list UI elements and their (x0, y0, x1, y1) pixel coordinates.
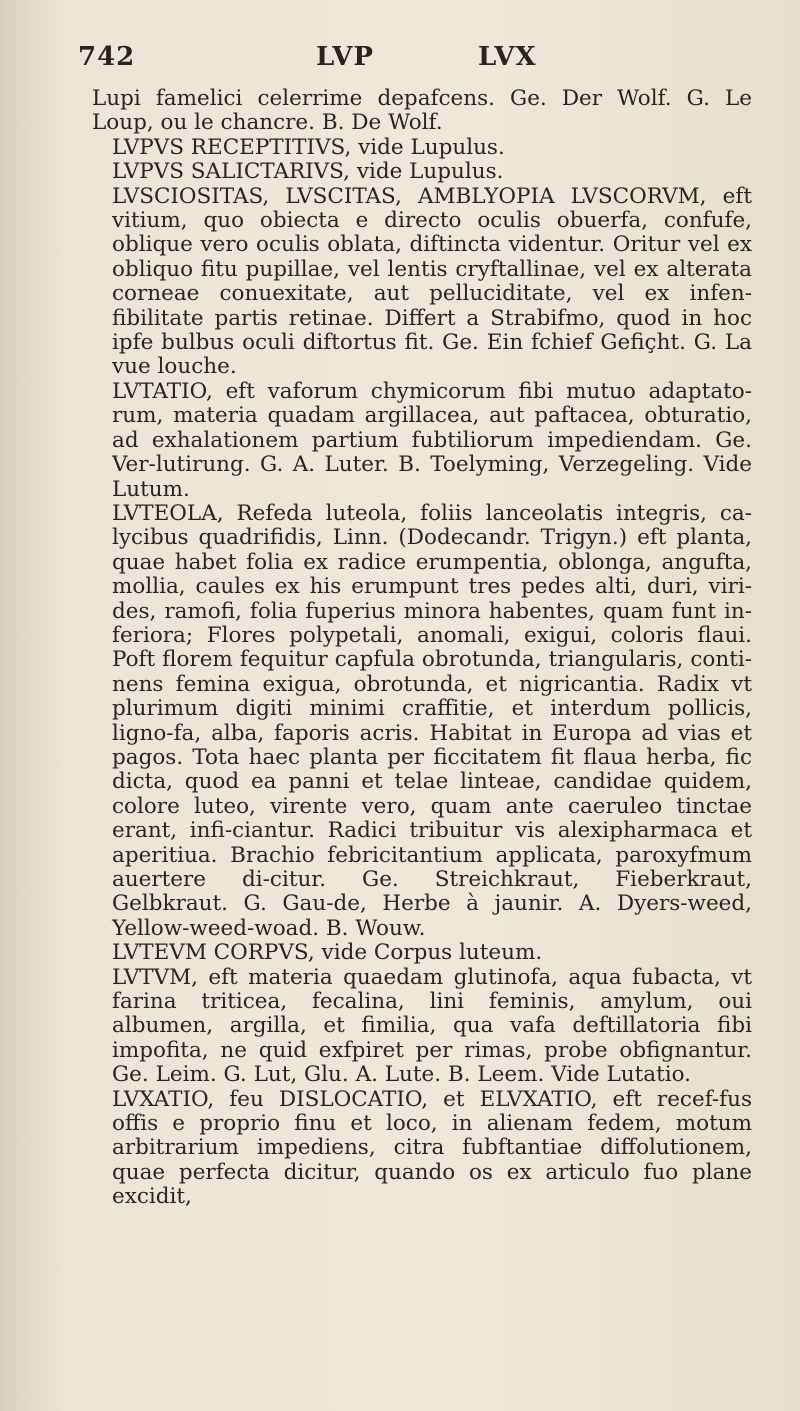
entry-lupus-receptitius: LVPVS RECEPTITIVS, vide Lupulus. (112, 134, 505, 160)
running-head-right: LVX (478, 42, 537, 72)
entry-lutatio: LVTATIO, eft vaforum chymicorum fibi mutuo adaptato-rum, materia quadam argillacea, aut paftacea, obturatio, ad exhalationem partium fubtiliorum impediendam. Ge. Ver-lutirung. G. A. Luter. B. Toelyming, Verzegeling. Vide Lutum. (112, 378, 752, 502)
entry-luscitas: LVSCIOSITAS, LVSCITAS, AMBLYOPIA LVSCORVM, eft vitium, quo obiecta e directo oculis obuerfa, confufe, oblique vero oculis oblata, diftincta videntur. Oritur vel ex obliquo fitu pupillae, vel lentis cryftallinae, vel ex alterata corneae conuexitate, aut pelluciditate, vel ex infen-fibilitate partis retinae. Differt a Strabifmo, quod in hoc ipfe bulbus oculi diftortus fit. Ge. Ein fchief Gefiçht. G. La vue louche. (112, 183, 752, 380)
entry-luteola: LVTEOLA, Refeda luteola, foliis lanceolatis integris, ca-lycibus quadrifidis, Linn. (Dodecandr. Trigyn.) eft planta, quae habet folia ex radice erumpentia, oblonga, angufta, mollia, caules ex his erumpunt tres pedes alti, duri, viri-des, ramofi, folia fuperius minora habentes, quam funt in-feriora; Flores polypetali, anomali, exigui, coloris flaui. Poft florem fequitur capfula obrotunda, triangularis, conti-nens femina exigua, obrotunda, et nigricantia. Radix vt plurimum digiti minimi craffitie, et interdum pollicis, ligno-fa, alba, faporis acris. Habitat in Europa ad vias et pagos. Tota haec planta per ficcitatem fit flaua herba, fic dicta, quod ea panni et telae linteae, candidae quidem, colore luteo, virente vero, quam ante caeruleo tinctae erant, infi-ciantur. Radici tribuitur vis alexipharmaca et aperitiua. Brachio febricitantium applicata, paroxyfmum auertere di-citur. Ge. Streichkraut, Fieberkraut, Gelbkraut. G. Gau-de, Herbe à jaunir. A. Dyers-weed, Yellow-weed-woad. B. Wouw. (112, 500, 752, 941)
page-number: 742 (78, 42, 136, 72)
running-header (78, 42, 718, 82)
entry-lutum: LVTVM, eft materia quaedam glutinofa, aqua fubacta, vt farina triticea, fecalina, lini feminis, amylum, oui albumen, argilla, et fimilia, qua vafa deftillatoria fibi impofita, ne quid exfpiret per rimas, probe obfignantur. Ge. Leim. G. Lut, Glu. A. Lute. B. Leem. Vide Lutatio. (112, 964, 752, 1088)
entry-luteum-corpus: LVTEVM CORPVS, vide Corpus luteum. (112, 940, 543, 966)
entry-lupi-famelici: Lupi famelici celerrime depafcens. Ge. Der Wolf. G. Le Loup, ou le chancre. B. De Wolf. (92, 86, 752, 136)
dictionary-text (92, 87, 752, 1210)
entry-lupus-salictarius: LVPVS SALICTARIVS, vide Lupulus. (112, 159, 504, 185)
entry-luxatio: LVXATIO, feu DISLOCATIO, et ELVXATIO, eft recef-fus offis e proprio finu et loco, in alienam fedem, motum arbitrarium impediens, citra fubftantiae diffolutionem, quae perfecta dicitur, quando os ex articulo fuo plane excidit, (112, 1086, 752, 1210)
running-head-left: LVP (316, 42, 374, 72)
